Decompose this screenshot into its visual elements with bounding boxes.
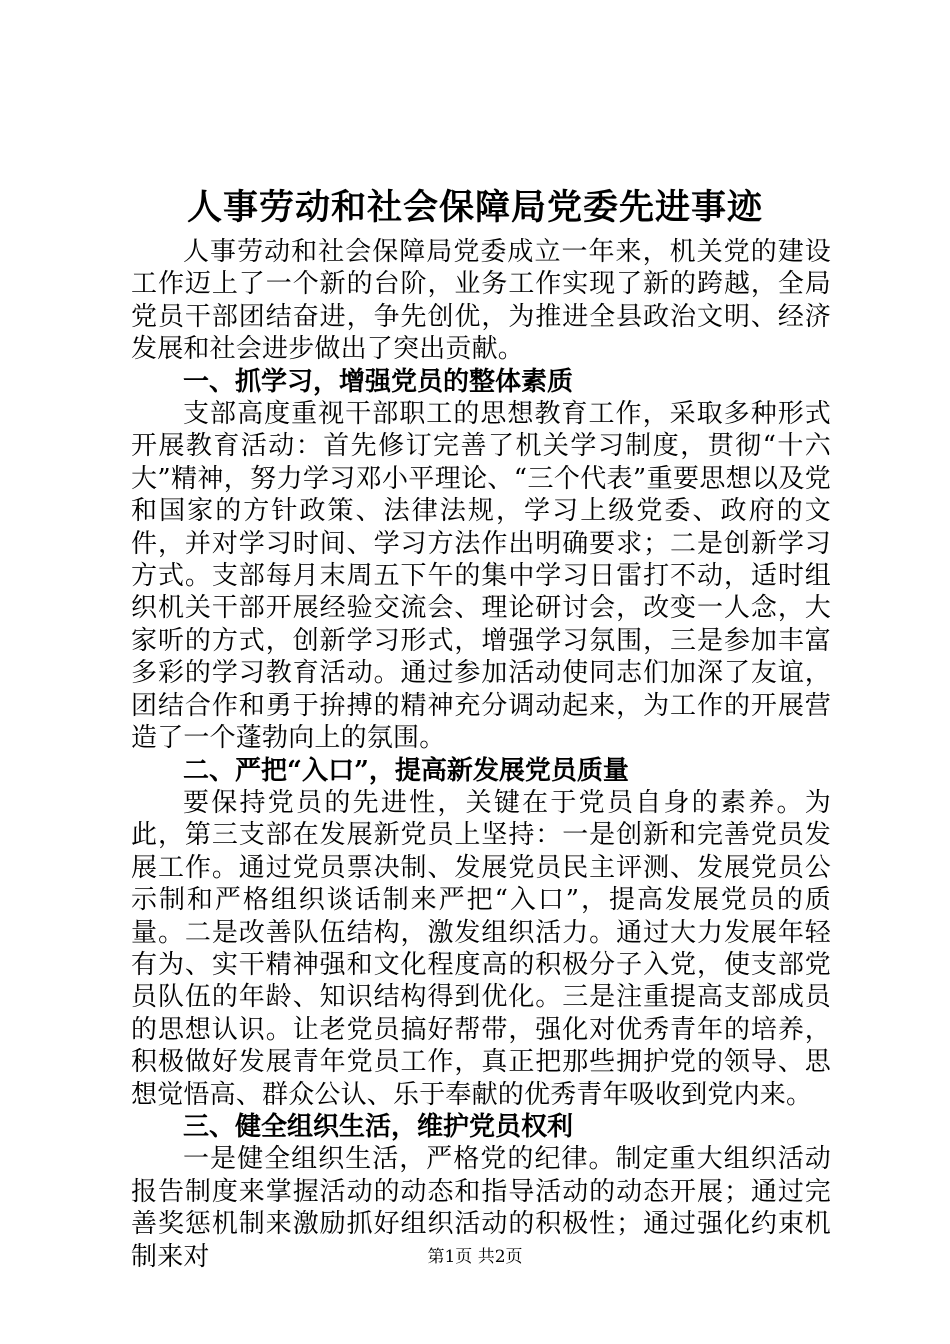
document-title: 人事劳动和社会保障局党委先进事迹: [186, 187, 763, 228]
section-paragraph-1: 支部高度重视干部职工的思想教育工作，采取多种形式开展教育活动：首先修订完善了机关学习制度，贯彻“十六大”精神，努力学习邓小平理论、“三个代表”重要思想以及党和国家的方针政策、法律法规，学习上级党委、政府的文件，并对学习时间、学习方法作出明确要求；二是创新学习方式。支部每月末周五下午的集中学习日雷打不动，适时组织机关干部开展经验交流会、理论研讨会，改变一人念，大家听的方式，创新学习形式，增强学习氛围，三是参加丰富多彩的学习教育活动。通过参加活动使同志们加深了友谊，团结合作和勇于拚搏的精神充分调动起来，为工作的开展营造了一个蓬勃向上的氛围。: [131, 399, 831, 754]
section-paragraph-3: 一是健全组织生活，严格党的纪律。制定重大组织活动报告制度来掌握活动的动态和指导活动的动态开展；通过完善奖惩机制来激励抓好组织活动的积极性；通过强化约束机制来对: [131, 1144, 831, 1272]
section-heading-3: 三、健全组织生活，维护党员权利: [183, 1111, 574, 1142]
document-body: [131, 236, 831, 1273]
section-heading-2: 二、严把“入口”，提高新发展党员质量: [183, 755, 629, 786]
section-paragraph-2: 要保持党员的先进性，关键在于党员自身的素养。为此，第三支部在发展新党员上坚持：一是创新和完善党员发展工作。通过党员票决制、发展党员民主评测、发展党员公示制和严格组织谈话制来严把“入口”，提高发展党员的质量。二是改善队伍结构，激发组织活力。通过大力发展年轻有为、实干精神强和文化程度高的积极分子入党，使支部党员队伍的年龄、知识结构得到优化。三是注重提高支部成员的思想认识。让老党员搞好帮带，强化对优秀青年的培养，积极做好发展青年党员工作，真正把那些拥护党的领导、思想觉悟高、群众公认、乐于奉献的优秀青年吸收到党内来。: [131, 787, 831, 1110]
section-heading-1: 一、抓学习，增强党员的整体素质: [183, 366, 574, 397]
page-footer: 第1页 共2页: [427, 1247, 523, 1267]
intro-paragraph: 人事劳动和社会保障局党委成立一年来，机关党的建设工作迈上了一个新的台阶，业务工作实现了新的跨越，全局党员干部团结奋进，争先创优，为推进全县政治文明、经济发展和社会进步做出了突出贡献。: [131, 237, 831, 365]
